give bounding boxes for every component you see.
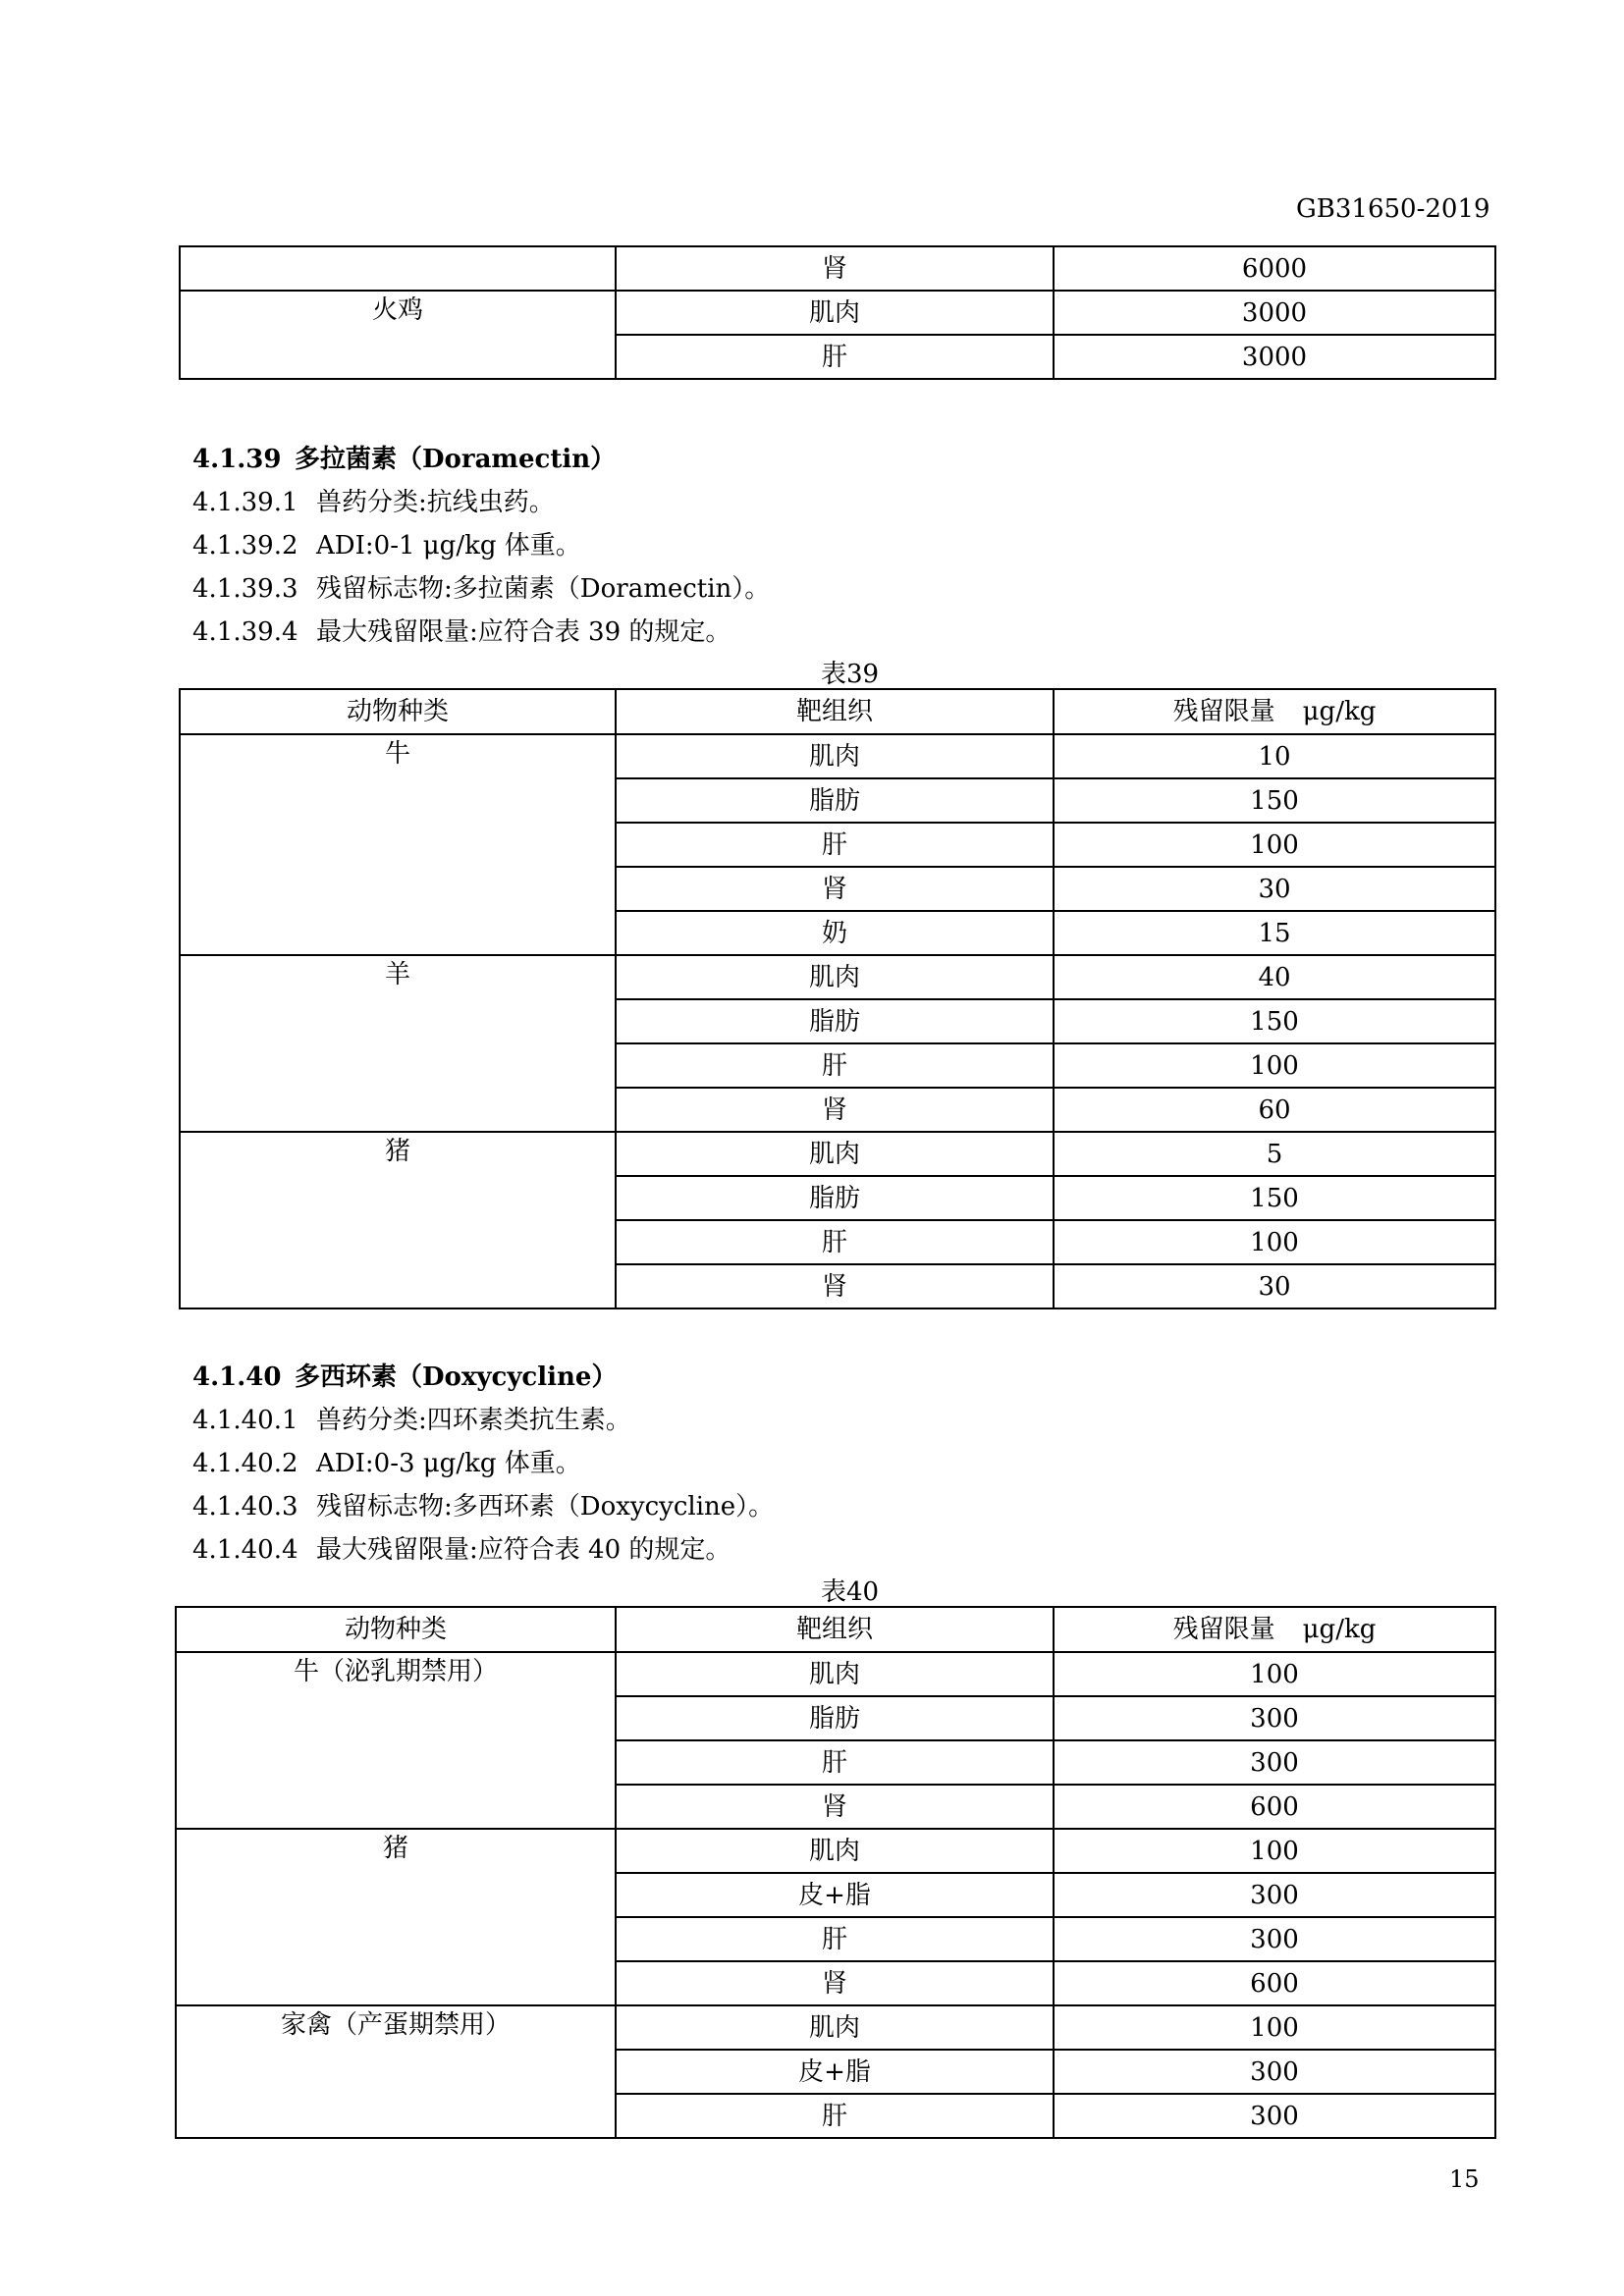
- page-number: 15: [1449, 2165, 1480, 2193]
- tissue-cell: 脂肪: [616, 1696, 1054, 1740]
- tissue-cell: 肌肉: [616, 1652, 1054, 1696]
- section-heading-4-1-40: [192, 1357, 617, 1393]
- item-text: 残留标志物:多拉菌素（Doramectin）。: [316, 574, 771, 604]
- tissue-cell: 肝: [616, 2094, 1054, 2138]
- item-text: 最大残留限量:应符合表 39 的规定。: [316, 617, 731, 647]
- tissue-cell: 肌肉: [616, 734, 1054, 778]
- species-cell: 火鸡: [180, 291, 616, 379]
- section-heading-4-1-39: [192, 439, 616, 475]
- tissue-cell: 脂肪: [616, 778, 1054, 823]
- limit-cell: 100: [1054, 1043, 1495, 1088]
- tissue-cell: 肝: [616, 335, 1054, 379]
- limit-cell: 150: [1054, 1176, 1495, 1220]
- tissue-cell: 肝: [616, 1917, 1054, 1961]
- table-39: [179, 688, 1496, 1309]
- section-title: 多拉菌素（Doramectin）: [295, 445, 617, 474]
- tissue-cell: 肌肉: [616, 1829, 1054, 1873]
- limit-cell: 100: [1054, 1829, 1495, 1873]
- tissue-cell: 肝: [616, 1043, 1054, 1088]
- limit-cell: 3000: [1054, 291, 1495, 335]
- tissue-cell: 肝: [616, 1740, 1054, 1785]
- tissue-cell: 皮+脂: [616, 1873, 1054, 1917]
- item-number: 4.1.40.3: [192, 1492, 298, 1522]
- tissue-cell: 肌肉: [616, 2005, 1054, 2050]
- paragraph: [192, 612, 731, 648]
- header-limit: [1054, 689, 1495, 734]
- header-limit: [1054, 1607, 1495, 1652]
- tissue-cell: 脂肪: [616, 1176, 1054, 1220]
- species-cell: [180, 246, 616, 291]
- paragraph: [192, 568, 770, 605]
- limit-cell: 300: [1054, 1696, 1495, 1740]
- tissue-cell: 肝: [616, 823, 1054, 867]
- limit-cell: 100: [1054, 823, 1495, 867]
- paragraph: [192, 1443, 581, 1479]
- tissue-cell: 肌肉: [616, 1132, 1054, 1176]
- species-cell: 猪: [180, 1132, 616, 1308]
- table-caption: 表39: [821, 660, 880, 689]
- limit-cell: 40: [1054, 955, 1495, 999]
- item-number: 4.1.39.4: [192, 617, 298, 647]
- limit-cell: 300: [1054, 2050, 1495, 2094]
- limit-cell: 5: [1054, 1132, 1495, 1176]
- item-text: ADI:0-3 μg/kg 体重。: [316, 1449, 581, 1478]
- tissue-cell: 脂肪: [616, 999, 1054, 1043]
- limit-cell: 60: [1054, 1088, 1495, 1132]
- tissue-cell: 肾: [616, 1785, 1054, 1829]
- tissue-cell: 肌肉: [616, 291, 1054, 335]
- header-species: 动物种类: [180, 689, 616, 734]
- section-number: 4.1.40: [192, 1362, 282, 1392]
- section-title: 多西环素（Doxycycline）: [295, 1362, 618, 1392]
- paragraph: [192, 1529, 731, 1566]
- item-text: 兽药分类:抗线虫药。: [316, 488, 555, 517]
- limit-cell: 100: [1054, 1652, 1495, 1696]
- continued-table: [179, 245, 1496, 380]
- item-number: 4.1.40.1: [192, 1406, 298, 1435]
- limit-cell: 600: [1054, 1961, 1495, 2005]
- table-caption: 表40: [821, 1577, 880, 1607]
- tissue-cell: 肝: [616, 1220, 1054, 1264]
- limit-cell: 300: [1054, 1740, 1495, 1785]
- header-tissue: 靶组织: [616, 1607, 1054, 1652]
- header-tissue: 靶组织: [616, 689, 1054, 734]
- paragraph: [192, 1400, 631, 1436]
- tissue-cell: 皮+脂: [616, 2050, 1054, 2094]
- document-code: GB31650-2019: [1296, 194, 1490, 224]
- item-text: 最大残留限量:应符合表 40 的规定。: [316, 1535, 731, 1565]
- item-text: 残留标志物:多西环素（Doxycycline）。: [316, 1492, 775, 1522]
- tissue-cell: 肾: [616, 1961, 1054, 2005]
- limit-cell: 100: [1054, 2005, 1495, 2050]
- tissue-cell: 肾: [616, 867, 1054, 911]
- section-number: 4.1.39: [192, 445, 282, 474]
- species-cell: 牛（泌乳期禁用）: [176, 1652, 616, 1829]
- limit-cell: 6000: [1054, 246, 1495, 291]
- item-number: 4.1.39.2: [192, 531, 298, 561]
- item-number: 4.1.39.3: [192, 574, 298, 604]
- limit-cell: 300: [1054, 1873, 1495, 1917]
- limit-cell: 100: [1054, 1220, 1495, 1264]
- tissue-cell: 肌肉: [616, 955, 1054, 999]
- limit-cell: 3000: [1054, 335, 1495, 379]
- paragraph: [192, 482, 555, 518]
- limit-cell: 600: [1054, 1785, 1495, 1829]
- item-number: 4.1.40.2: [192, 1449, 298, 1478]
- limit-cell: 300: [1054, 1917, 1495, 1961]
- paragraph: [192, 525, 581, 561]
- limit-cell: 150: [1054, 999, 1495, 1043]
- header-species: 动物种类: [176, 1607, 616, 1652]
- table-40: [175, 1606, 1496, 2139]
- paragraph: [192, 1486, 774, 1522]
- tissue-cell: 奶: [616, 911, 1054, 955]
- item-text: ADI:0-1 μg/kg 体重。: [316, 531, 581, 561]
- tissue-cell: 肾: [616, 246, 1054, 291]
- limit-cell: 300: [1054, 2094, 1495, 2138]
- header-unit: μg/kg: [1302, 1615, 1377, 1644]
- item-text: 兽药分类:四环素类抗生素。: [316, 1406, 631, 1435]
- tissue-cell: 肾: [616, 1264, 1054, 1308]
- limit-cell: 10: [1054, 734, 1495, 778]
- item-number: 4.1.39.1: [192, 488, 298, 517]
- header-unit: μg/kg: [1302, 697, 1377, 726]
- species-cell: 牛: [180, 734, 616, 955]
- header-limit-label: 残留限量: [1172, 697, 1275, 726]
- limit-cell: 30: [1054, 1264, 1495, 1308]
- limit-cell: 15: [1054, 911, 1495, 955]
- limit-cell: 30: [1054, 867, 1495, 911]
- species-cell: 家禽（产蛋期禁用）: [176, 2005, 616, 2138]
- limit-cell: 150: [1054, 778, 1495, 823]
- species-cell: 羊: [180, 955, 616, 1132]
- species-cell: 猪: [176, 1829, 616, 2005]
- item-number: 4.1.40.4: [192, 1535, 298, 1565]
- header-limit-label: 残留限量: [1172, 1615, 1275, 1644]
- tissue-cell: 肾: [616, 1088, 1054, 1132]
